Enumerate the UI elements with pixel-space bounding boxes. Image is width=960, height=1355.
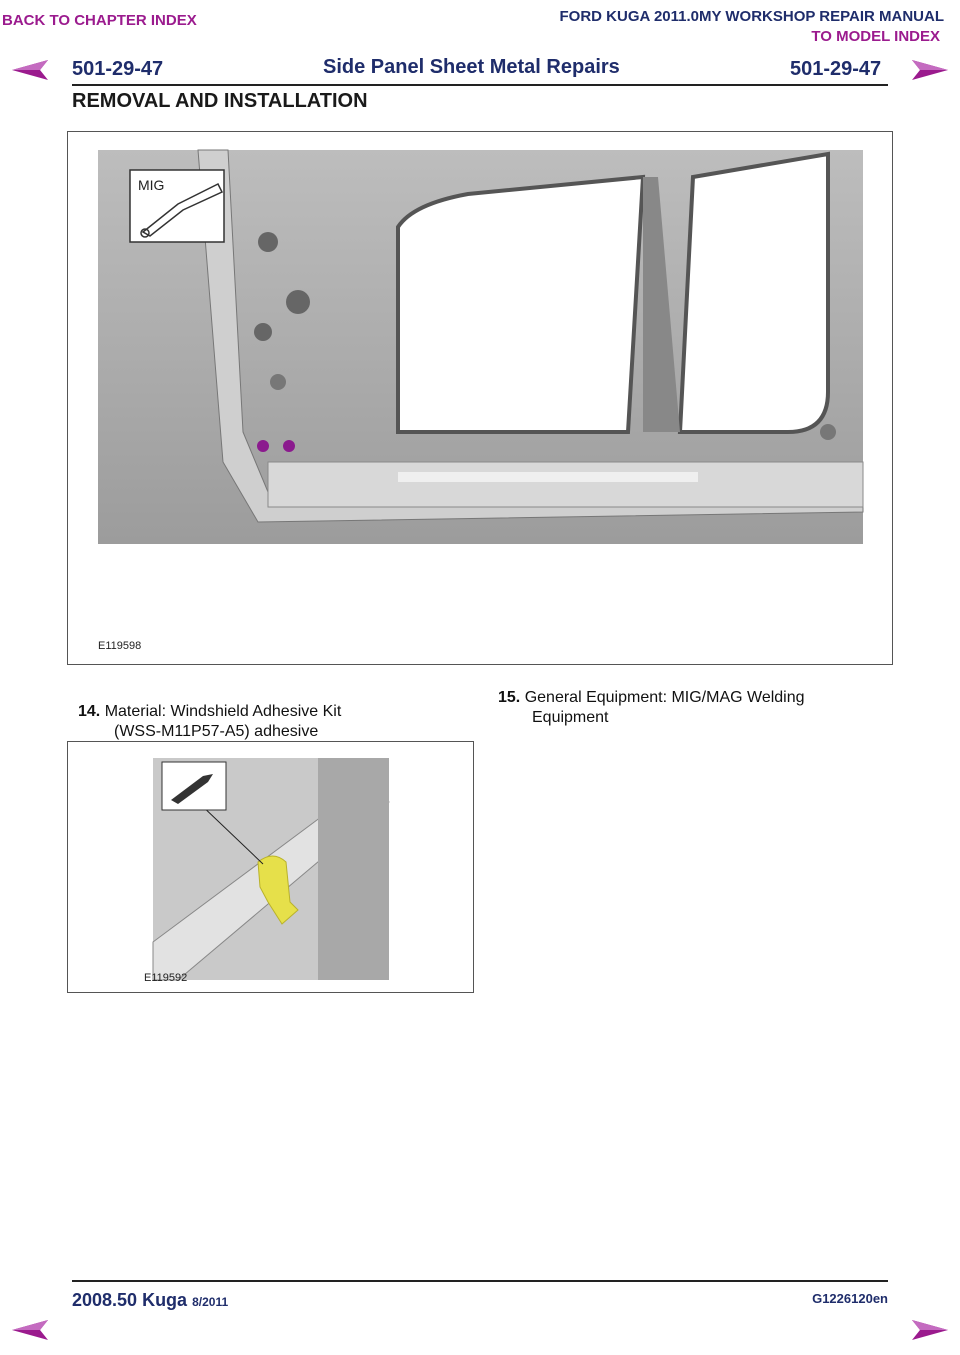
footer-date: 8/2011: [192, 1295, 229, 1309]
to-model-index-link[interactable]: TO MODEL INDEX: [811, 28, 940, 45]
weld-spot-1: [257, 440, 269, 452]
figure-2-id: E119592: [144, 972, 188, 984]
figure-adhesive: [67, 741, 474, 993]
back-to-chapter-link[interactable]: BACK TO CHAPTER INDEX: [2, 12, 197, 29]
adhesive-illustration: [68, 742, 473, 992]
section-code-right: 501-29-47: [790, 58, 882, 80]
step-15-line1: General Equipment: MIG/MAG Welding: [524, 689, 805, 706]
footer-prev-arrow-icon[interactable]: [10, 1318, 50, 1342]
step-15-line2: Equipment: [532, 709, 609, 726]
prev-page-arrow-icon[interactable]: [10, 58, 50, 82]
page-title: Side Panel Sheet Metal Repairs: [323, 56, 620, 78]
footer-next-arrow-icon[interactable]: [910, 1318, 950, 1342]
side-panel-illustration: [68, 132, 892, 664]
step-14-line2: (WSS-M11P57-A5) adhesive: [114, 723, 319, 740]
header-rule: [72, 84, 888, 86]
weld-spot-2: [283, 440, 295, 452]
step-14-number: 14.: [78, 703, 101, 720]
manual-header: [560, 8, 945, 45]
footer-rule: [72, 1280, 888, 1282]
step-14-line1: Material: Windshield Adhesive Kit: [104, 703, 342, 720]
section-heading: REMOVAL AND INSTALLATION: [72, 90, 368, 112]
step-15-number: 15.: [498, 689, 521, 706]
figure-1-id: E119598: [98, 640, 142, 652]
step-14: [78, 702, 468, 742]
mig-label: MIG: [138, 177, 165, 193]
footer-model-name: 2008.50 Kuga: [72, 1290, 188, 1310]
section-code-left: 501-29-47: [72, 58, 164, 80]
step-15: [498, 688, 898, 728]
next-page-arrow-icon[interactable]: [910, 58, 950, 82]
footer-doc-code: G1226120en: [812, 1291, 888, 1306]
figure-side-panel-weld: [67, 131, 893, 665]
footer-model: [72, 1290, 228, 1311]
manual-title: FORD KUGA 2011.0MY WORKSHOP REPAIR MANUAL: [559, 8, 944, 25]
